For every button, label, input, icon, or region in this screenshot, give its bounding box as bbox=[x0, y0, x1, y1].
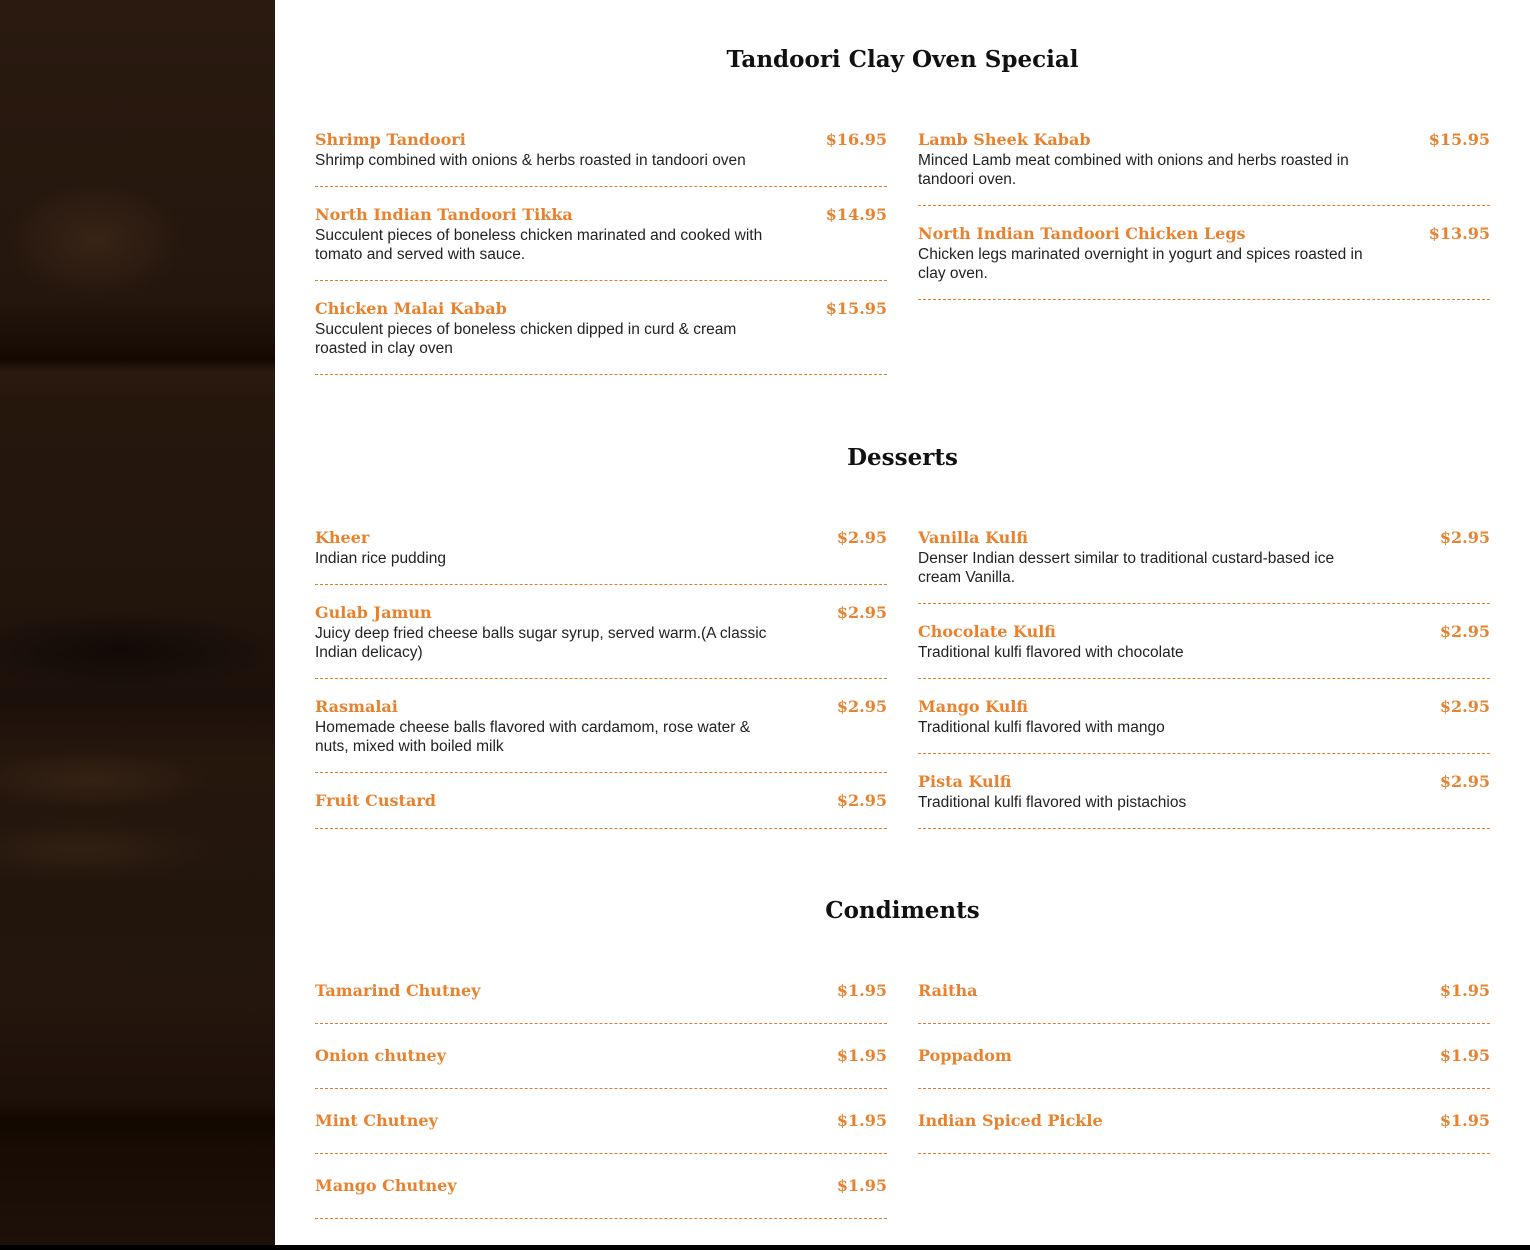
item-price: $15.95 bbox=[1428, 130, 1490, 149]
item-price: $2.95 bbox=[836, 697, 887, 716]
item-price: $14.95 bbox=[825, 205, 887, 224]
item-name: Mint Chutney bbox=[315, 1111, 438, 1130]
menu-item bbox=[918, 1110, 1490, 1154]
item-description: Shrimp combined with onions & herbs roasted in tandoori oven bbox=[315, 152, 746, 169]
item-description: Juicy deep fried cheese balls sugar syrup, served warm.(A classic Indian delicacy) bbox=[315, 625, 767, 661]
menu-item bbox=[315, 602, 887, 679]
tandoori-left-column bbox=[315, 129, 887, 392]
item-name: Chocolate Kulfi bbox=[918, 622, 1056, 641]
item-price: $1.95 bbox=[836, 1111, 887, 1130]
item-name: Fruit Custard bbox=[315, 791, 436, 810]
item-description: Minced Lamb meat combined with onions and herbs roasted in tandoori oven. bbox=[918, 152, 1349, 188]
section-title-tandoori: Tandoori Clay Oven Special bbox=[726, 46, 1079, 73]
menu-item bbox=[918, 1045, 1490, 1089]
item-price: $2.95 bbox=[1439, 772, 1490, 791]
section-title-condiments: Condiments bbox=[825, 897, 980, 924]
item-price: $15.95 bbox=[825, 299, 887, 318]
menu-content bbox=[275, 0, 1530, 1245]
tandoori-right-column bbox=[918, 129, 1490, 317]
condiments-right-column bbox=[918, 980, 1490, 1175]
item-description: Chicken legs marinated overnight in yogurt and spices roasted in clay oven. bbox=[918, 246, 1363, 282]
item-name: Tamarind Chutney bbox=[315, 981, 481, 1000]
item-price: $16.95 bbox=[825, 130, 887, 149]
item-name: Mango Chutney bbox=[315, 1176, 457, 1195]
item-name: Shrimp Tandoori bbox=[315, 130, 466, 149]
menu-item bbox=[315, 980, 887, 1024]
item-price: $1.95 bbox=[1439, 1111, 1490, 1130]
item-price: $2.95 bbox=[836, 791, 887, 810]
item-price: $1.95 bbox=[836, 981, 887, 1000]
item-description: Traditional kulfi flavored with mango bbox=[918, 719, 1165, 736]
section-title-desserts: Desserts bbox=[847, 444, 958, 471]
menu-item bbox=[918, 621, 1490, 679]
item-price: $13.95 bbox=[1428, 224, 1490, 243]
item-price: $1.95 bbox=[836, 1176, 887, 1195]
menu-item bbox=[918, 223, 1490, 300]
item-price: $1.95 bbox=[1439, 981, 1490, 1000]
item-name: Poppadom bbox=[918, 1046, 1012, 1065]
item-name: North Indian Tandoori Chicken Legs bbox=[918, 224, 1246, 243]
item-name: Onion chutney bbox=[315, 1046, 447, 1065]
item-name: Raitha bbox=[918, 981, 978, 1000]
item-name: Kheer bbox=[315, 528, 370, 547]
item-description: Succulent pieces of boneless chicken dipped in curd & cream roasted in clay oven bbox=[315, 321, 737, 357]
menu-item bbox=[315, 527, 887, 585]
menu-item bbox=[315, 696, 887, 773]
menu-item bbox=[918, 771, 1490, 829]
item-name: Rasmalai bbox=[315, 697, 398, 716]
menu-item bbox=[315, 1045, 887, 1089]
item-description: Succulent pieces of boneless chicken marinated and cooked with tomato and served with sauce. bbox=[315, 227, 763, 263]
item-price: $2.95 bbox=[1439, 697, 1490, 716]
item-price: $2.95 bbox=[1439, 528, 1490, 547]
desserts-left-column bbox=[315, 527, 887, 846]
item-name: Pista Kulfi bbox=[918, 772, 1012, 791]
menu-item bbox=[315, 1110, 887, 1154]
item-name: Mango Kulfi bbox=[918, 697, 1029, 716]
item-price: $2.95 bbox=[1439, 622, 1490, 641]
item-name: Vanilla Kulfi bbox=[918, 528, 1029, 547]
menu-item bbox=[315, 1175, 887, 1219]
item-description: Homemade cheese balls flavored with cardamom, rose water & nuts, mixed with boiled milk bbox=[315, 719, 751, 755]
item-price: $1.95 bbox=[1439, 1046, 1490, 1065]
item-description: Traditional kulfi flavored with chocolate bbox=[918, 644, 1184, 661]
menu-item bbox=[918, 980, 1490, 1024]
menu-item bbox=[918, 696, 1490, 754]
menu-item bbox=[315, 298, 887, 375]
item-price: $1.95 bbox=[836, 1046, 887, 1065]
condiments-left-column bbox=[315, 980, 887, 1240]
item-price: $2.95 bbox=[836, 528, 887, 547]
item-description: Denser Indian dessert similar to traditional custard-based ice cream Vanilla. bbox=[918, 550, 1335, 586]
item-name: North Indian Tandoori Tikka bbox=[315, 205, 573, 224]
menu-item bbox=[315, 204, 887, 281]
bottom-border bbox=[0, 1245, 1530, 1250]
item-name: Indian Spiced Pickle bbox=[918, 1111, 1103, 1130]
menu-item bbox=[918, 527, 1490, 604]
desserts-right-column bbox=[918, 527, 1490, 846]
menu-item bbox=[918, 129, 1490, 206]
item-price: $2.95 bbox=[836, 603, 887, 622]
menu-item bbox=[315, 790, 887, 829]
item-name: Lamb Sheek Kabab bbox=[918, 130, 1091, 149]
item-name: Gulab Jamun bbox=[315, 603, 432, 622]
item-description: Indian rice pudding bbox=[315, 550, 446, 567]
menu-item bbox=[315, 129, 887, 187]
item-description: Traditional kulfi flavored with pistachios bbox=[918, 794, 1187, 811]
item-name: Chicken Malai Kabab bbox=[315, 299, 507, 318]
sidebar-background-image bbox=[0, 0, 275, 1245]
